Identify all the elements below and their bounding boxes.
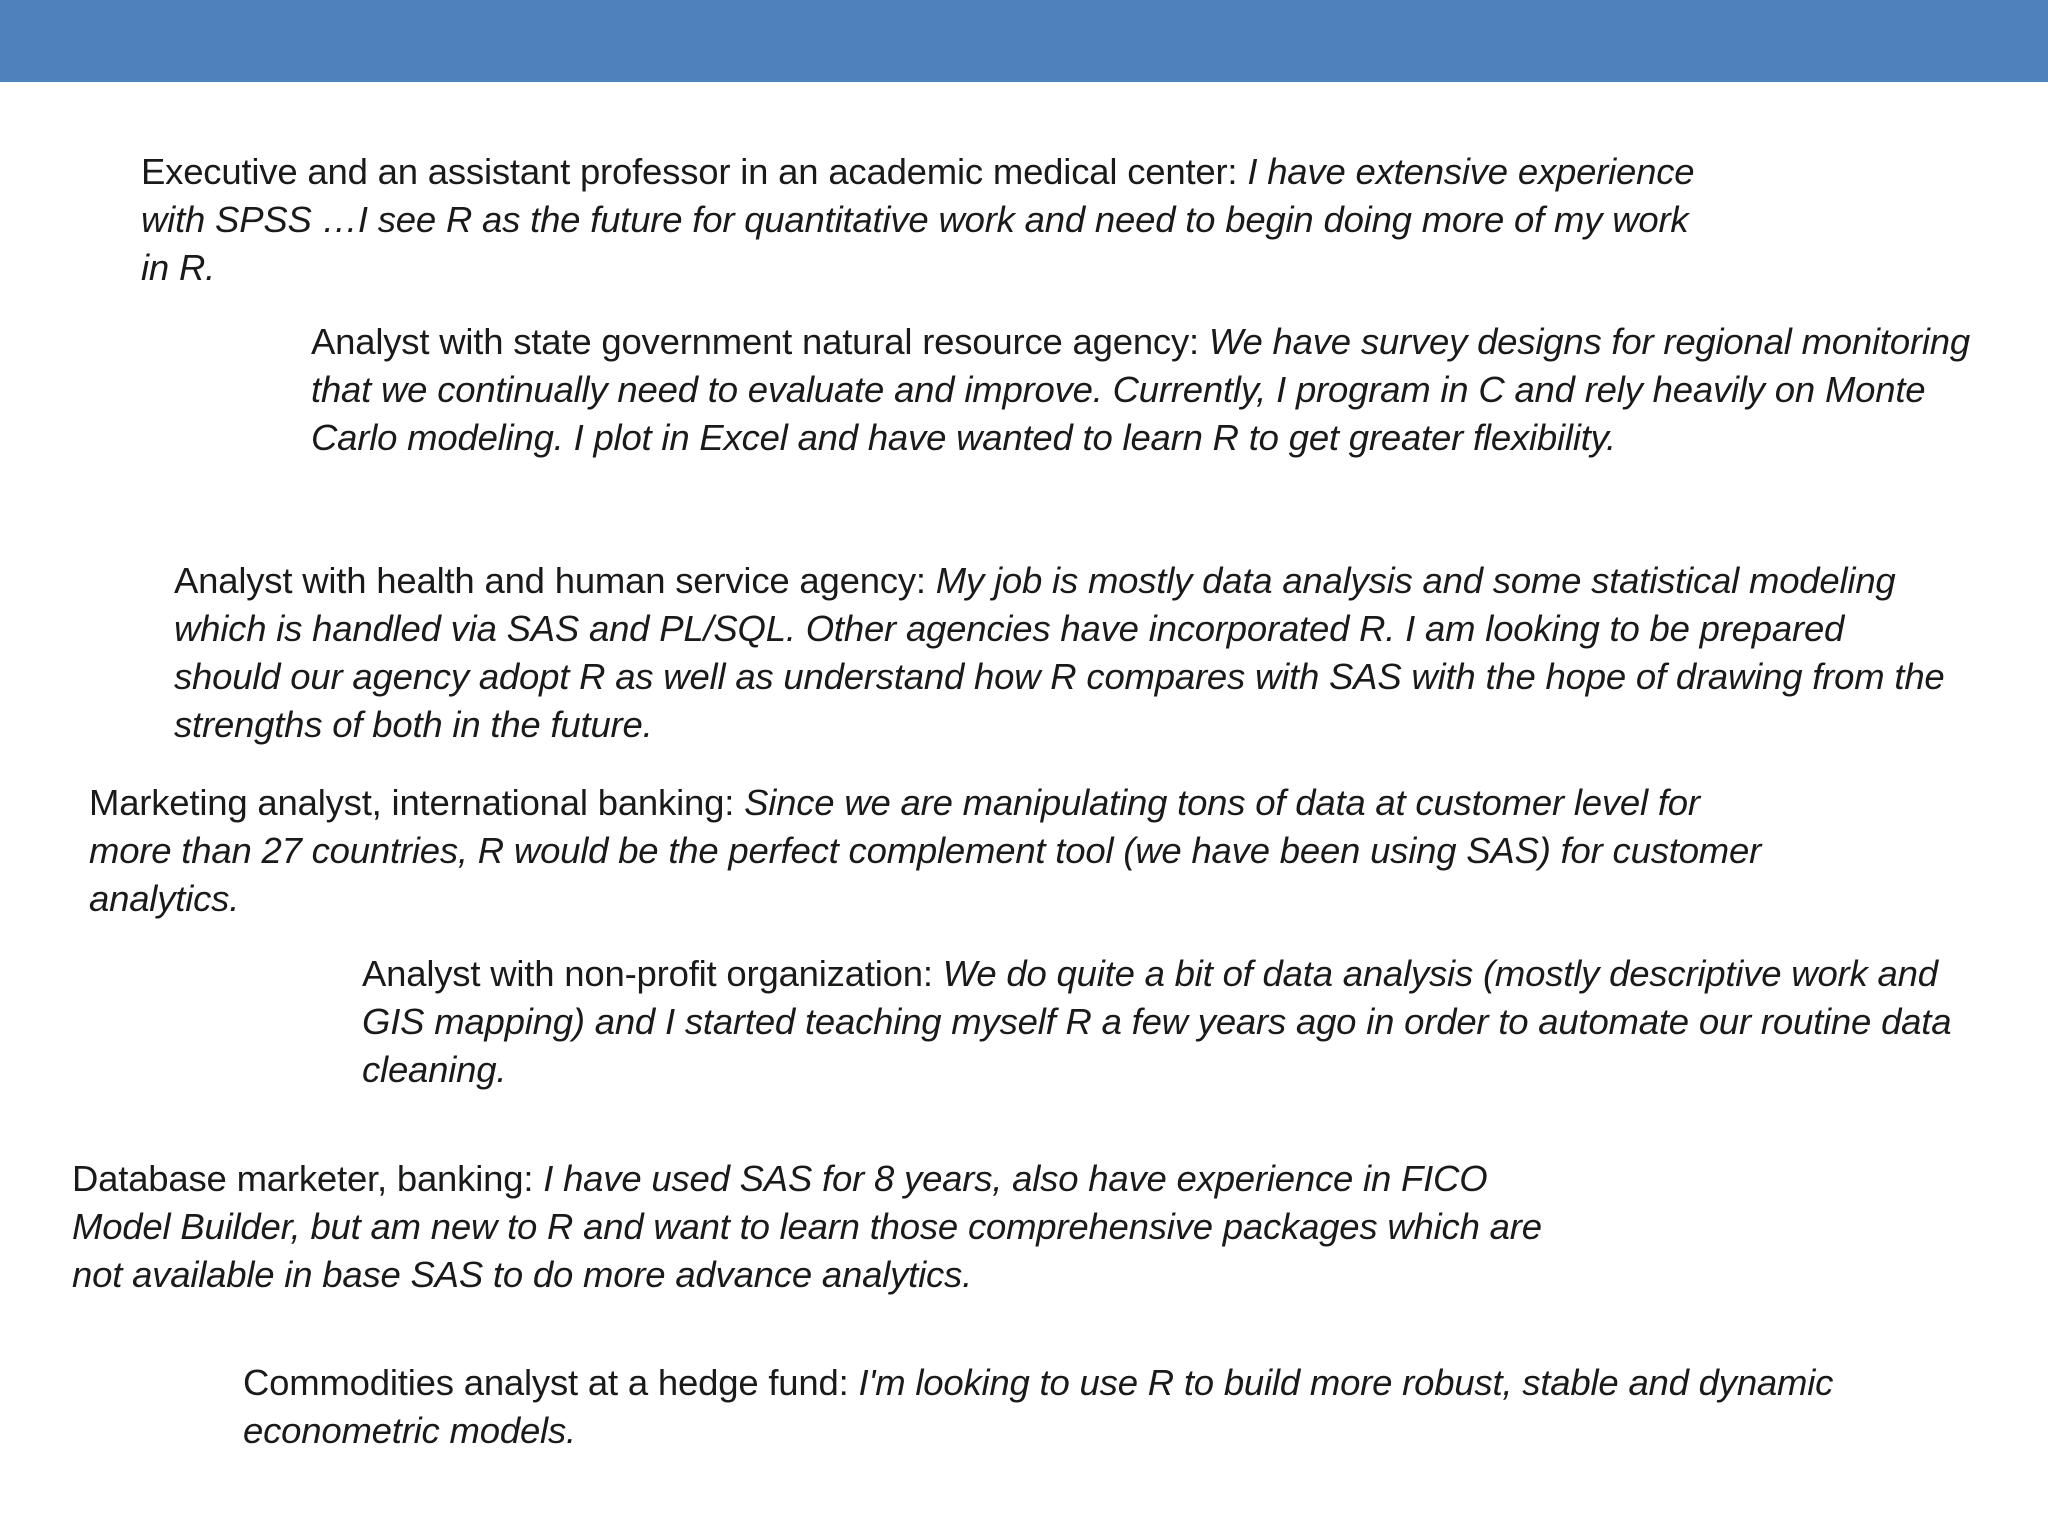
quote-nonprofit-analyst [362,950,1952,1094]
quote-role: Database marketer, banking: [72,1158,544,1199]
quote-text: I have used SAS for 8 years, also have experience in FICO Model Builder, but am new to R and want to learn those comprehensive packages which are not available in base SAS to do more advance analytics. [72,1158,1542,1295]
quote-text: Since we are manipulating tons of data at customer level for more than 27 countries, R would be the perfect complement tool (we have been using SAS) for customer analytics. [89,782,1762,919]
quote-text: My job is mostly data analysis and some statistical modeling which is handled via SAS and PL/SQL. Other agencies have incorporated R. I am looking to be prepared should our agency adopt R as well as understand how R compares with SAS with the hope of drawing from the strengths of both in the future. [174,560,1945,745]
quote-role: Analyst with state government natural resource agency: [311,321,1209,362]
quote-role: Marketing analyst, international banking: [89,782,745,823]
quote-role: Analyst with health and human service agency: [174,560,936,601]
quote-health-agency-analyst [174,557,1954,749]
quote-role: Analyst with non-profit organization: [362,953,943,994]
quote-text: I have extensive experience with SPSS …I see R as the future for quantitative work and need to begin doing more of my work in R. [141,151,1695,288]
quote-state-government-analyst [311,318,2001,462]
quote-commodities-analyst [243,1359,1883,1455]
quote-executive-professor [141,148,1701,292]
quote-role: Executive and an assistant professor in an academic medical center: [141,151,1248,192]
quote-role: Commodities analyst at a hedge fund: [243,1362,859,1403]
header-bar [0,0,2048,82]
quote-marketing-analyst [89,779,1769,923]
quote-text: I'm looking to use R to build more robust, stable and dynamic econometric models. [243,1362,1834,1451]
quote-text: We have survey designs for regional monitoring that we continually need to evaluate and improve. Currently, I program in C and rely heavily on Monte Carlo modeling. I plot in Excel and have wanted to learn R to get greater flexibility. [311,321,1971,458]
quote-text: We do quite a bit of data analysis (mostly descriptive work and GIS mapping) and I started teaching myself R a few years ago in order to automate our routine data cleaning. [362,953,1952,1090]
quote-database-marketer [72,1155,1552,1299]
